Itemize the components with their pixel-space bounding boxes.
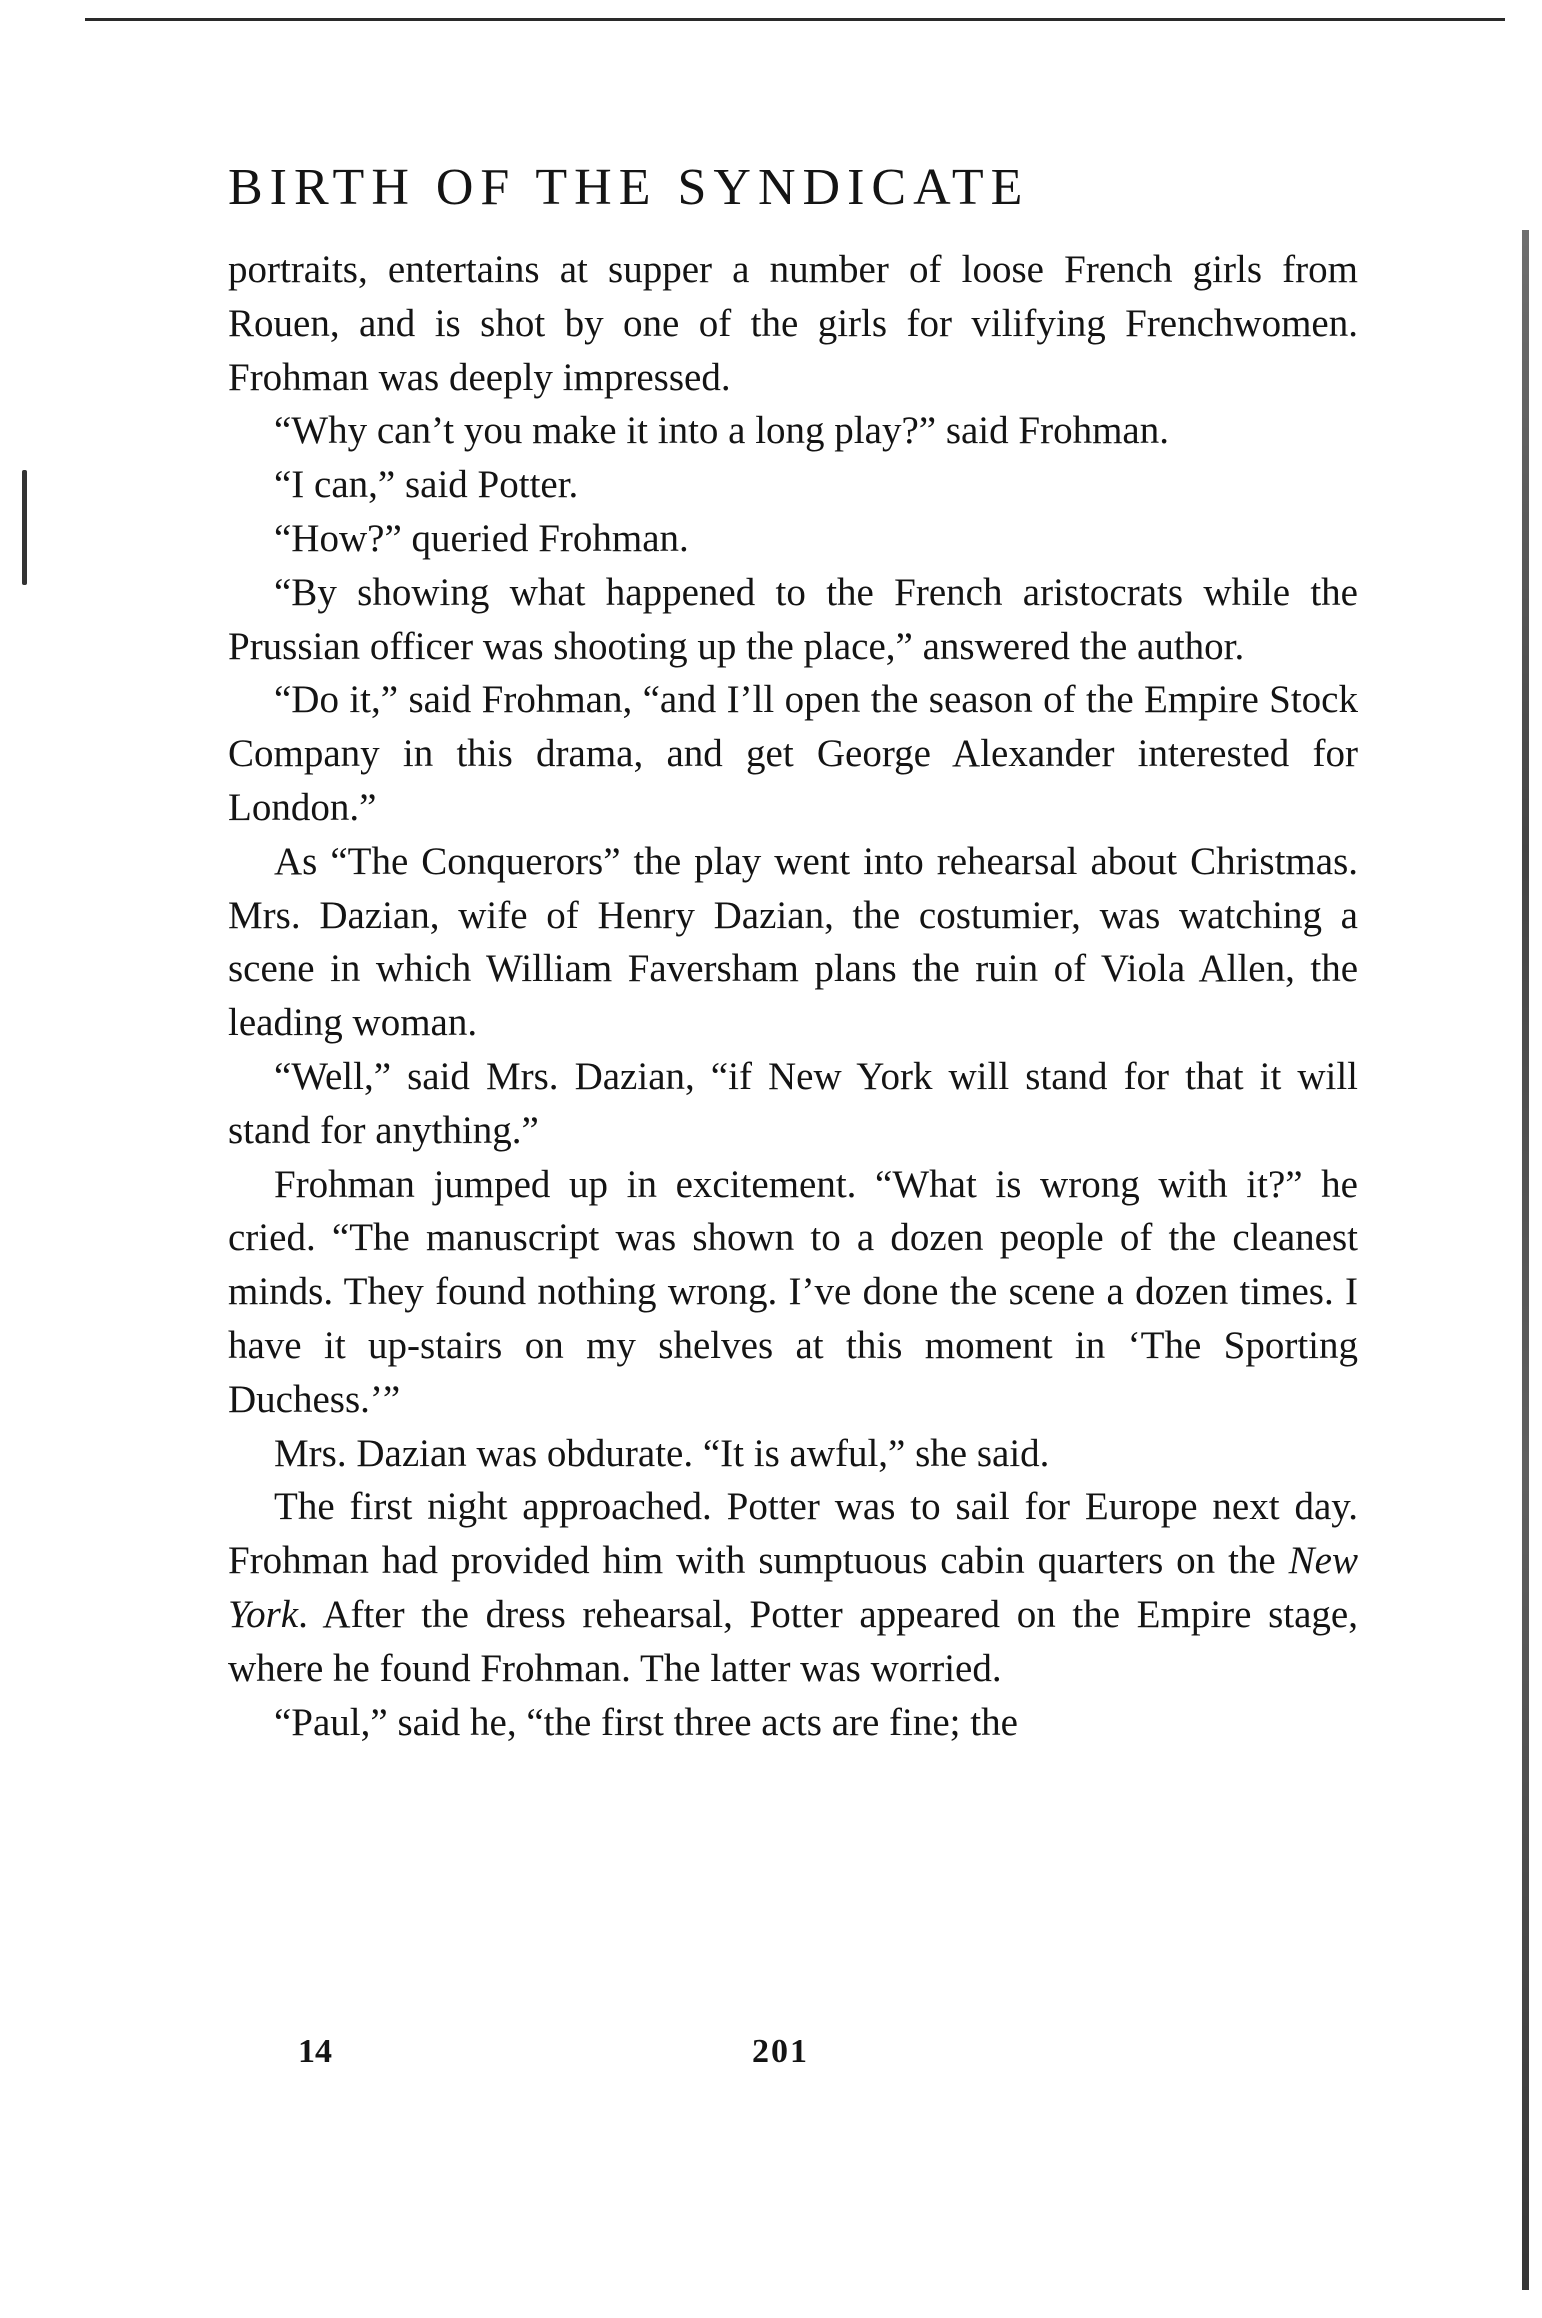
paragraph-ship — [228, 1480, 1358, 1695]
running-head: BIRTH OF THE SYNDICATE — [228, 159, 1030, 216]
paragraph: Frohman jumped up in excitement. “What is wrong with it?” he cried. “The manuscript was shown to a dozen people of the cleanest minds. They found nothing wrong. I’ve done the scene a dozen times. I have it up-stairs on my shelves at this moment in ‘The Sporting Duchess.’” — [228, 1162, 1358, 1421]
paragraph: As “The Conquerors” the play went into rehearsal about Christmas. Mrs. Dazian, wife of Henry Dazian, the costumier, was watching a scene in which William Faversham plans the ruin of Viola Allen, the leading woman. — [228, 839, 1358, 1045]
scan-edge-shadow-right — [1522, 230, 1529, 2290]
ship-text-after: . After the dress rehearsal, Potter appeared on the Empire stage, where he found Frohman. The latter was worried. — [228, 1592, 1358, 1690]
paragraph: “Why can’t you make it into a long play?” said Frohman. — [274, 409, 1169, 453]
paragraph: “Well,” said Mrs. Dazian, “if New York will stand for that it will stand for anything.” — [228, 1054, 1358, 1152]
signature-mark: 14 — [298, 2033, 332, 2070]
paragraph-last: “Paul,” said he, “the first three acts are fine; the — [274, 1700, 1018, 1744]
paragraph-continued: portraits, entertains at supper a number of loose French girls from Rouen, and is shot by one of the girls for vilifying Frenchwomen. Frohman was deeply impressed. — [228, 248, 1358, 399]
ship-text-before: The first night approached. Potter was to sail for Europe next day. Frohman had provided him with sumptuous cabin quarters on the — [228, 1485, 1358, 1583]
paragraph: “How?” queried Frohman. — [274, 516, 689, 560]
paragraph: Mrs. Dazian was obdurate. “It is awful,” she said. — [274, 1431, 1050, 1475]
scan-edge-mark-left — [22, 470, 27, 585]
paragraph: “By showing what happened to the French aristocrats while the Prussian officer was shooting up the place,” answered the author. — [228, 570, 1358, 668]
paragraph: “I can,” said Potter. — [274, 463, 579, 507]
ship-name: New York — [228, 1539, 1358, 1636]
top-rule — [85, 18, 1505, 21]
paragraph: “Do it,” said Frohman, “and I’ll open the season of the Empire Stock Company in this drama, and get George Alexander interested for London.” — [228, 678, 1358, 829]
page-number: 201 — [752, 2033, 809, 2070]
body-text — [228, 243, 1358, 1749]
